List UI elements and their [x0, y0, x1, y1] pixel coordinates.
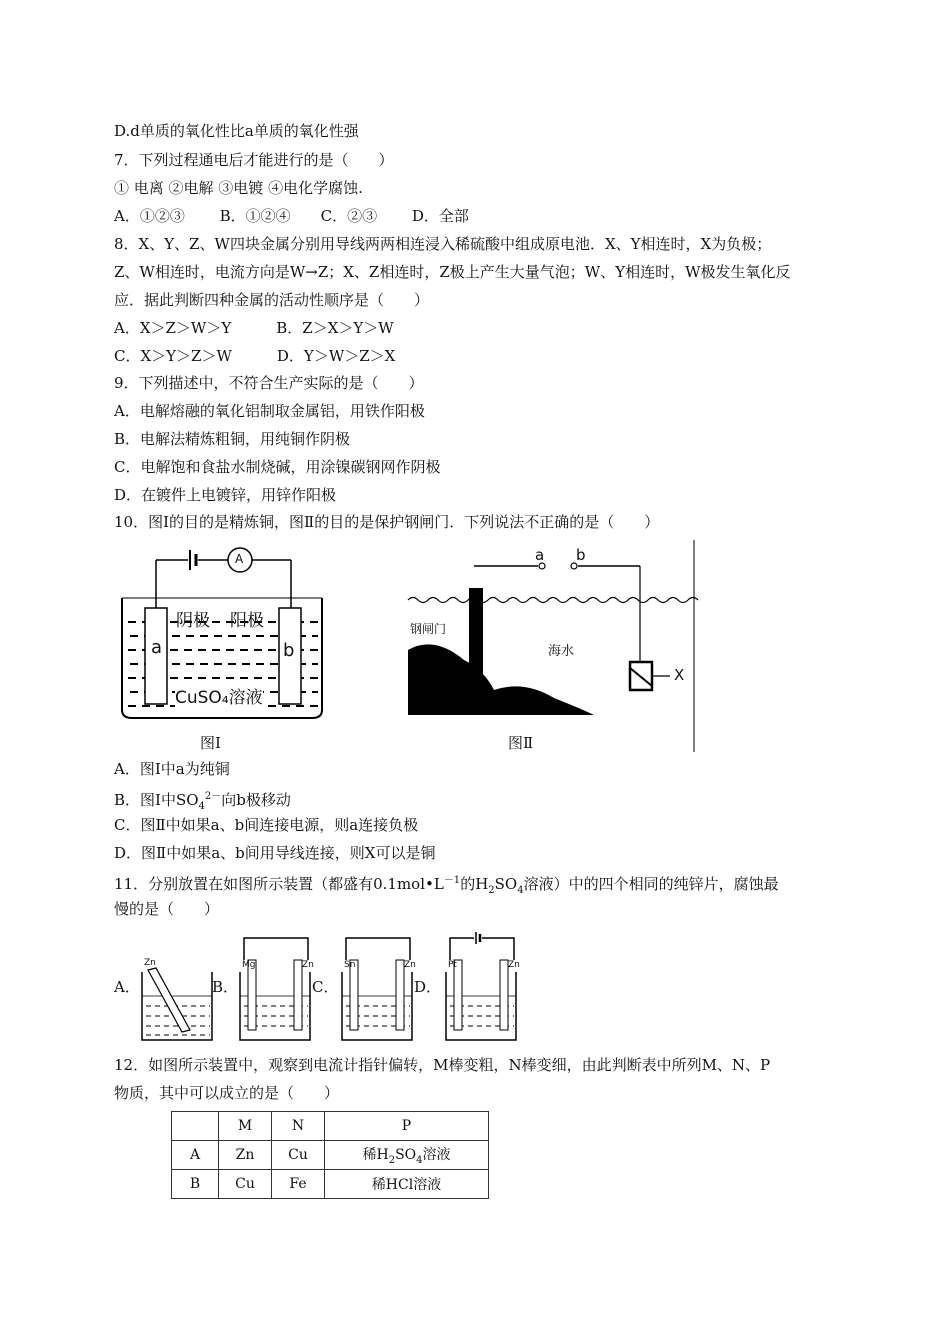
q6-option-d: D.d单质的氧化性比a单质的氧化性强 — [114, 122, 359, 140]
table-cell: B — [172, 1170, 219, 1199]
q11-sup: －1 — [443, 875, 461, 886]
table-cell — [172, 1112, 219, 1141]
q9-option-d: D．在镀件上电镀锌，用锌作阳极 — [114, 486, 337, 504]
beaker-d — [446, 932, 516, 1040]
beaker-b — [240, 938, 310, 1040]
beaker-d-left: Pt — [448, 960, 457, 970]
p-text-2: SO — [395, 1147, 417, 1164]
q10-option-b-text-1: B．图Ⅰ中SO — [114, 791, 199, 809]
q9-option-b: B．电解法精炼粗铜，用纯铜作阴极 — [114, 430, 351, 448]
q12-table — [171, 1111, 489, 1199]
beaker-b-right: Zn — [302, 960, 314, 970]
figure-1-caption: 图Ⅰ — [200, 734, 221, 752]
terminal-a-label: a — [535, 546, 545, 564]
q11-stem-2: 慢的是（ ） — [114, 900, 220, 918]
beaker-c — [342, 938, 412, 1040]
q10-option-c: C．图Ⅱ中如果a、b间连接电源，则a连接负极 — [114, 816, 419, 834]
q11-sub-2: 4 — [517, 885, 524, 896]
table-cell: A — [172, 1141, 219, 1170]
solution-label: CuSO₄溶液 — [175, 683, 263, 708]
q10-option-b-sub: 4 — [198, 801, 205, 812]
table-cell: N — [272, 1112, 325, 1141]
q7-stem: 7．下列过程通电后才能进行的是（ ） — [114, 151, 394, 169]
q11-option-d-label: D． — [414, 978, 442, 996]
x-label: X — [674, 666, 685, 684]
p-sub-1: 2 — [388, 1154, 396, 1166]
gate-label: 钢闸门 — [410, 622, 447, 636]
p-text-3: 溶液 — [422, 1147, 451, 1164]
q10-option-b-text-2: 向b极移动 — [221, 791, 291, 809]
q9-option-a: A．电解熔融的氧化铝制取金属铝，用铁作阳极 — [114, 402, 425, 420]
p-sub-2: 4 — [416, 1154, 423, 1166]
table-cell: P — [325, 1112, 489, 1141]
figure-1-electrolysis — [118, 540, 328, 750]
beaker-a — [142, 968, 212, 1040]
q7-options: A．①②③ B．①②④ C．②③ D．全部 — [114, 207, 469, 225]
q11-option-a-label: A． — [114, 978, 140, 996]
table-row — [172, 1141, 489, 1170]
q7-items: ① 电离 ②电解 ③电镀 ④电化学腐蚀. — [114, 179, 363, 197]
seawater-label: 海水 — [548, 644, 575, 659]
table-cell: Zn — [219, 1141, 272, 1170]
q8-stem-2: Z、W相连时，电流方向是W→Z；X、Z相连时，Z极上产生大量气泡；W、Y相连时，W极发生氧化反 — [114, 263, 791, 281]
table-cell: Fe — [272, 1170, 325, 1199]
q12-stem-2: 物质，其中可以成立的是（ ） — [114, 1084, 340, 1102]
beaker-a-zn: Zn — [144, 958, 156, 968]
q11-text-1: 11．分别放置在如图所示装置（都盛有0.1mol•L — [114, 875, 444, 893]
table-row — [172, 1170, 489, 1199]
ammeter-label: A — [235, 552, 244, 566]
q11-text-3: SO — [494, 875, 518, 893]
table-cell — [325, 1141, 489, 1170]
figure-2-caption: 图Ⅱ — [508, 734, 534, 752]
table-cell: 稀HCl溶液 — [325, 1170, 489, 1199]
table-header-row — [172, 1112, 489, 1141]
q11-text-4: 溶液）中的四个相同的纯锌片，腐蚀最 — [523, 875, 779, 893]
q9-stem: 9．下列描述中，不符合生产实际的是（ ） — [114, 374, 424, 392]
q8-options-cd: C．X＞Y＞Z＞W D．Y＞W＞Z＞X — [114, 347, 396, 365]
q11-text-2: 的H — [460, 875, 489, 893]
q10-option-d: D．图Ⅱ中如果a、b间用导线连接，则X可以是铜 — [114, 844, 436, 862]
electrode-a-label: a — [151, 637, 163, 658]
beaker-d-right: Zn — [508, 960, 520, 970]
q11-stem-1 — [114, 871, 779, 901]
q11-sub-1: 2 — [488, 885, 495, 896]
q12-stem-1: 12．如图所示装置中，观察到电流计指针偏转，M棒变粗，N棒变细，由此判断表中所列M、N、P — [114, 1056, 771, 1074]
beaker-c-right: Zn — [404, 960, 416, 970]
q10-stem: 10．图Ⅰ的目的是精炼铜，图Ⅱ的目的是保护钢闸门．下列说法不正确的是（ ） — [114, 513, 660, 531]
electrode-b-label: b — [283, 640, 295, 661]
q10-option-a: A．图Ⅰ中a为纯铜 — [114, 760, 230, 778]
terminal-b-label: b — [576, 546, 586, 564]
q10-option-b — [114, 787, 291, 817]
beaker-b-left: Mg — [242, 960, 256, 970]
q10-option-b-sup: 2－ — [204, 791, 222, 802]
table-cell: M — [219, 1112, 272, 1141]
beaker-c-left: Sn — [344, 960, 356, 970]
q9-option-c: C．电解饱和食盐水制烧碱，用涂镍碳钢网作阴极 — [114, 458, 441, 476]
figure-2-gate — [404, 540, 699, 752]
cathode-label: 阴极 — [176, 611, 210, 631]
p-text-1: 稀H — [362, 1147, 389, 1164]
q11-option-c-label: C． — [312, 978, 339, 996]
q8-options-ab: A．X＞Z＞W＞Y B．Z＞X＞Y＞W — [114, 319, 394, 337]
table-cell: Cu — [219, 1170, 272, 1199]
q11-devices — [114, 930, 534, 1045]
q8-stem-1: 8．X、Y、Z、W四块金属分别用导线两两相连浸入稀硫酸中组成原电池．X、Y相连时，X为负极； — [114, 235, 772, 253]
q8-stem-3: 应．据此判断四种金属的活动性顺序是（ ） — [114, 291, 430, 309]
q11-option-b-label: B． — [212, 978, 239, 996]
table-cell: Cu — [272, 1141, 325, 1170]
anode-label: 阳极 — [230, 611, 264, 631]
